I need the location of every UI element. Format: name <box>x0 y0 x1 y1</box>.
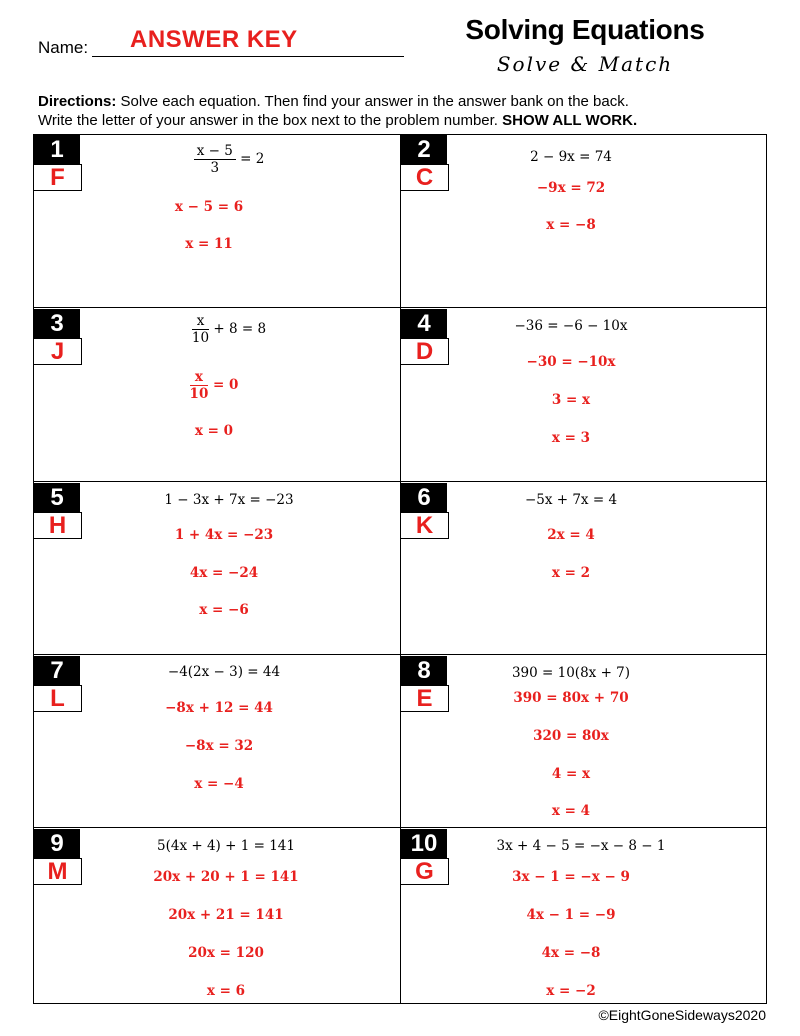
problem-equation: 2 − 9x = 74 <box>530 149 612 165</box>
answer-letter-box[interactable]: K <box>401 512 449 539</box>
problem-number: 3 <box>34 309 80 339</box>
directions-emphasis: SHOW ALL WORK. <box>502 112 638 129</box>
equation-rest: = 2 <box>235 151 265 167</box>
answer-letter-box[interactable]: H <box>34 512 82 539</box>
page-subtitle: Solve & Match <box>496 52 674 76</box>
equation-rest: = 0 <box>208 377 239 393</box>
work-step: −30 = −10x <box>526 354 616 370</box>
problem-cell-6 <box>401 483 767 654</box>
work-step <box>164 369 264 402</box>
work-step: x = −6 <box>199 602 249 618</box>
work-step: 390 = 80x + 70 <box>513 690 629 706</box>
work-step: 4x = −24 <box>189 565 259 581</box>
work-step: x = 0 <box>194 423 234 439</box>
work-step: 4x = −8 <box>541 945 601 961</box>
work-step: x = 11 <box>185 236 233 252</box>
problem-equation <box>154 313 304 346</box>
fraction-denominator: 10 <box>191 330 210 346</box>
work-step: 20x = 120 <box>188 945 264 961</box>
work-step: x = −2 <box>546 983 596 999</box>
problem-number: 4 <box>401 309 447 339</box>
answer-letter-box[interactable]: E <box>401 685 449 712</box>
work-step: 4 = x <box>551 766 591 782</box>
work-step: 20x + 20 + 1 = 141 <box>153 869 299 885</box>
work-step: 4x − 1 = −9 <box>526 907 616 923</box>
work-step: x = −8 <box>546 217 596 233</box>
answer-letter-box[interactable]: L <box>34 685 82 712</box>
work-step: x = 3 <box>551 430 591 446</box>
fraction-numerator: x − 5 <box>194 143 236 160</box>
work-step: −9x = 72 <box>536 180 606 196</box>
work-step: −8x + 12 = 44 <box>165 700 273 716</box>
work-step: 2x = 4 <box>547 527 595 543</box>
answer-letter-box[interactable]: G <box>401 858 449 885</box>
problem-number: 7 <box>34 656 80 686</box>
work-step: x = 2 <box>551 565 591 581</box>
problem-cell-1 <box>34 135 400 307</box>
work-step: x − 5 = 6 <box>174 199 244 215</box>
answer-key-title: ANSWER KEY <box>130 26 298 53</box>
problem-number: 6 <box>401 483 447 513</box>
problem-equation: 390 = 10(8x + 7) <box>511 665 631 681</box>
work-step: x = −4 <box>194 776 244 792</box>
fraction-numerator: x <box>190 369 209 386</box>
problem-equation: −36 = −6 − 10x <box>514 318 628 334</box>
work-step: x = 4 <box>551 803 591 819</box>
problem-equation: −4(2x − 3) = 44 <box>167 664 281 680</box>
answer-letter-box[interactable]: D <box>401 338 449 365</box>
fraction-denominator: 10 <box>189 386 209 402</box>
problem-cell-9 <box>34 829 400 1003</box>
name-label: Name: <box>38 38 89 57</box>
problem-number: 5 <box>34 483 80 513</box>
problem-equation: −5x + 7x = 4 <box>524 492 618 508</box>
problem-equation: 3x + 4 − 5 = −x − 8 − 1 <box>496 838 666 854</box>
problem-equation: 5(4x + 4) + 1 = 141 <box>157 838 295 854</box>
problem-equation <box>154 143 304 176</box>
work-step: 3 = x <box>551 392 591 408</box>
directions-label: Directions: <box>38 93 117 110</box>
work-step: 3x − 1 = −x − 9 <box>512 869 630 885</box>
answer-letter-box[interactable]: F <box>34 164 82 191</box>
work-step: 320 = 80x <box>533 728 609 744</box>
answer-letter-box[interactable]: C <box>401 164 449 191</box>
problem-equation: 1 − 3x + 7x = −23 <box>164 492 294 508</box>
equation-rest: + 8 = 8 <box>209 321 267 337</box>
copyright: ©EightGoneSideways2020 <box>598 1007 766 1023</box>
answer-letter-box[interactable]: M <box>34 858 82 885</box>
work-step: −8x = 32 <box>184 738 254 754</box>
problem-cell-3 <box>34 309 400 481</box>
directions-text-2: Write the letter of your answer in the box next to the problem number. <box>38 112 503 129</box>
directions-text-1: Solve each equation. Then find your answer in the answer bank on the back. <box>116 93 629 110</box>
problem-number: 10 <box>401 829 447 859</box>
directions <box>38 92 778 130</box>
answer-letter-box[interactable]: J <box>34 338 82 365</box>
problem-number: 2 <box>401 135 447 165</box>
name-line <box>92 56 404 57</box>
problem-cell-7 <box>34 656 400 827</box>
problem-cell-4 <box>401 309 767 481</box>
page-title: Solving Equations <box>465 14 705 45</box>
problem-cell-2 <box>401 135 767 307</box>
problem-cell-10 <box>401 829 767 1003</box>
work-step: 1 + 4x = −23 <box>174 527 274 543</box>
work-step: x = 6 <box>206 983 246 999</box>
problem-cell-5 <box>34 483 400 654</box>
problem-number: 1 <box>34 135 80 165</box>
fraction-numerator: x <box>192 313 209 330</box>
problem-cell-8 <box>401 656 767 827</box>
work-step: 20x + 21 = 141 <box>168 907 284 923</box>
problem-number: 9 <box>34 829 80 859</box>
fraction-denominator: 3 <box>210 160 220 176</box>
problem-number: 8 <box>401 656 447 686</box>
